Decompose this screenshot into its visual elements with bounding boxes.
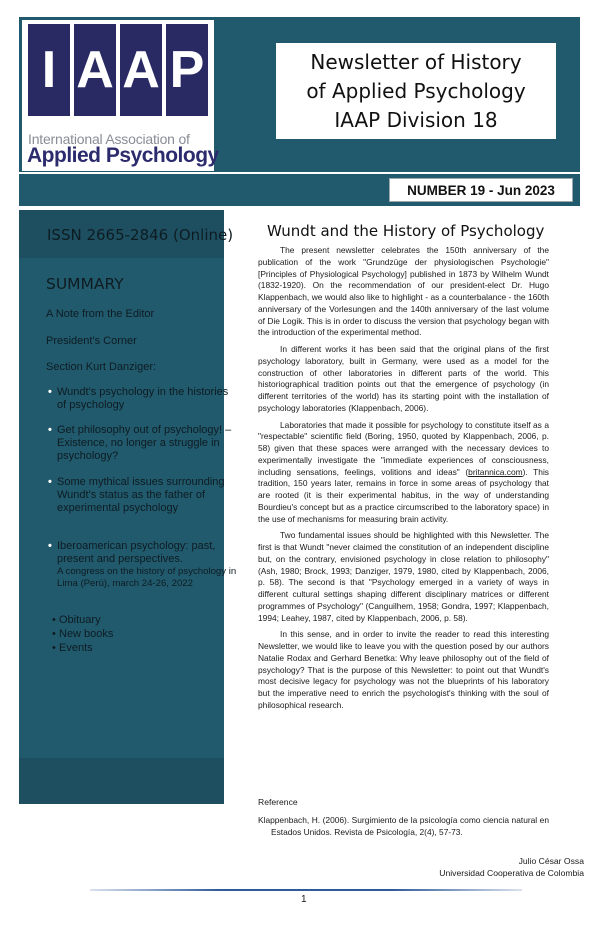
bullet-text: Wundt's psychology in the histories of psychology	[57, 386, 229, 411]
bullet-icon: •	[52, 642, 56, 654]
article-title: Wundt and the History of Psychology	[267, 222, 545, 240]
bullet-icon: •	[48, 540, 52, 552]
article-body	[258, 245, 549, 717]
logo-letters	[28, 24, 208, 116]
bullet-icon: •	[52, 614, 56, 626]
bullet-icon: •	[48, 424, 52, 436]
logo-letter: I	[28, 24, 70, 116]
bullet-text: Some mythical issues surrounding Wundt's status as the father of experimental psychology	[57, 476, 225, 514]
logo-subtitle: International Association of	[28, 131, 190, 147]
logo-letter: A	[74, 24, 116, 116]
bullet-icon: •	[48, 476, 52, 488]
title-line: of Applied Psychology	[306, 78, 526, 103]
logo-letter: A	[120, 24, 162, 116]
paragraph: In different works it has been said that the original plans of the first psychology laboratory, built in Germany, were used as a model for the construction of other laboratories in different parts of the world. This historiographical tradition points out that the emergence of psychology (in different territories of the world) has its starting point with the installation of psychology laboratories (Klappenbach, 2006).	[258, 344, 549, 413]
paragraph-text: Laboratories that made it possible for psychology to constitute itself as a "respectable" scientific field (Boring, 1950, quoted by Klappenbach, 2006, p. 58) given that these spaces were arranged with the necessary devices to experimentally investigate the "immediate experiences of consciousness, including sensations, feelings, volitions and ideas" (	[258, 419, 549, 477]
newsletter-title	[276, 43, 556, 139]
summary-item-editor-note[interactable]: A Note from the Editor	[46, 308, 155, 320]
summary-heading: SUMMARY	[46, 275, 124, 293]
bullet-text: Iberoamerican psychology: past, present and perspectives.	[57, 540, 216, 565]
summary-item-section-danziger[interactable]: Section Kurt Danziger:	[46, 361, 157, 373]
paragraph: The present newsletter celebrates the 150th anniversary of the publication of the work "Grundzüge der physiologischen Psychologie" [Principles of Physiological Psychology] published in 1873 by Wilhelm Wundt (1832-1920). On the recommendation of our president-elect Dr. Hugo Klappenbach, we would also like to highlight - as a counterbalance - the 160th anniversary of the Vorlesungen and the 140th anniversary of the last volume of Die Logik. This is in order to discuss the version that psychology began with the introduction of the experimental method.	[258, 245, 549, 338]
reference-heading: Reference	[258, 797, 298, 807]
reference-entry: Klappenbach, H. (2006). Surgimiento de la psicología como ciencia natural en Estados Unidos. Revista de Psicología, 2(4), 57-73.	[258, 815, 549, 837]
summary-item-obituary[interactable]	[52, 613, 101, 627]
bullet-icon: •	[52, 628, 56, 640]
bullet-note: A congress on the history of psychology in Lima (Perú), march 24-26, 2022	[57, 566, 237, 589]
title-line: Newsletter of History	[310, 49, 522, 74]
item-text: Events	[59, 642, 93, 654]
author-affiliation: Universidad Cooperativa de Colombia	[439, 867, 584, 878]
item-text: New books	[59, 628, 114, 640]
item-text: Obituary	[59, 614, 101, 626]
logo-wordmark: Applied Psychology	[27, 144, 219, 167]
summary-bullet[interactable]	[48, 476, 237, 515]
author-name: Julio César Ossa	[518, 856, 584, 866]
summary-bullet[interactable]	[48, 386, 237, 412]
issn-label: ISSN 2665-2846 (Online)	[47, 226, 234, 244]
summary-bullet[interactable]	[48, 540, 237, 590]
paragraph-text: ). This tradition, 150 years later, remains in force in some areas of psychology that are rooted (it is their experimental habitus, in the way of understanding Bourdieu's concept but as a practice circumscribed to the laboratory space) in the use of mechanisms for measuring brain activity.	[258, 466, 549, 524]
logo-letter: P	[166, 24, 208, 116]
britannica-link[interactable]: britannica.com	[468, 466, 523, 477]
summary-bullet[interactable]	[48, 424, 237, 463]
summary-item-presidents-corner[interactable]: President's Corner	[46, 335, 137, 347]
paragraph	[258, 420, 549, 526]
title-line: IAAP Division 18	[334, 107, 498, 132]
bullet-icon: •	[48, 386, 52, 398]
summary-sidebar	[19, 210, 237, 804]
footer-divider	[90, 889, 522, 891]
sidebar-footer-bar	[19, 758, 224, 804]
bullet-text: Get philosophy out of psychology! – Existence, no longer a struggle in psychology?	[57, 424, 232, 462]
iaap-logo	[22, 20, 219, 171]
summary-item-events[interactable]	[52, 641, 93, 655]
paragraph: In this sense, and in order to invite the reader to read this interesting Newsletter, we would like to leave you with the question posed by our authors Natalie Rodax and Gerhard Benetka: Why leave philosophy out of the field of psychology? That is the purpose of this Newsletter: to point out that Wundt's most decisive legacy for psychology was not the blueprints of his laboratory but the imperative need to enrich the psychologist's thinking with the soul of philosophical research.	[258, 629, 549, 710]
summary-item-new-books[interactable]	[52, 627, 114, 641]
page-number: 1	[301, 894, 307, 905]
paragraph: Two fundamental issues should be highlighted with this Newsletter. The first is that Wundt "never claimed the constitution of an independent discipline but, on the contrary, envisioned psychology in close relation to philosophy" (Ash, 1980; Brock, 1993; Danziger, 1979, 1980, cited by Klappenbach, 2006, p. 58). The second is that "Psychology emerged in a variety of ways in different cultural settings shaping different disciplinary matrices or different programmes of Psychology" (Canguilhem, 1958; Gondra, 1997; Klappenbach, 1994; Leahey, 1987, cited by Klappenbach, 2006, p. 58).	[258, 530, 549, 623]
author-signature	[439, 856, 584, 879]
issue-number: NUMBER 19 - Jun 2023	[389, 178, 573, 202]
